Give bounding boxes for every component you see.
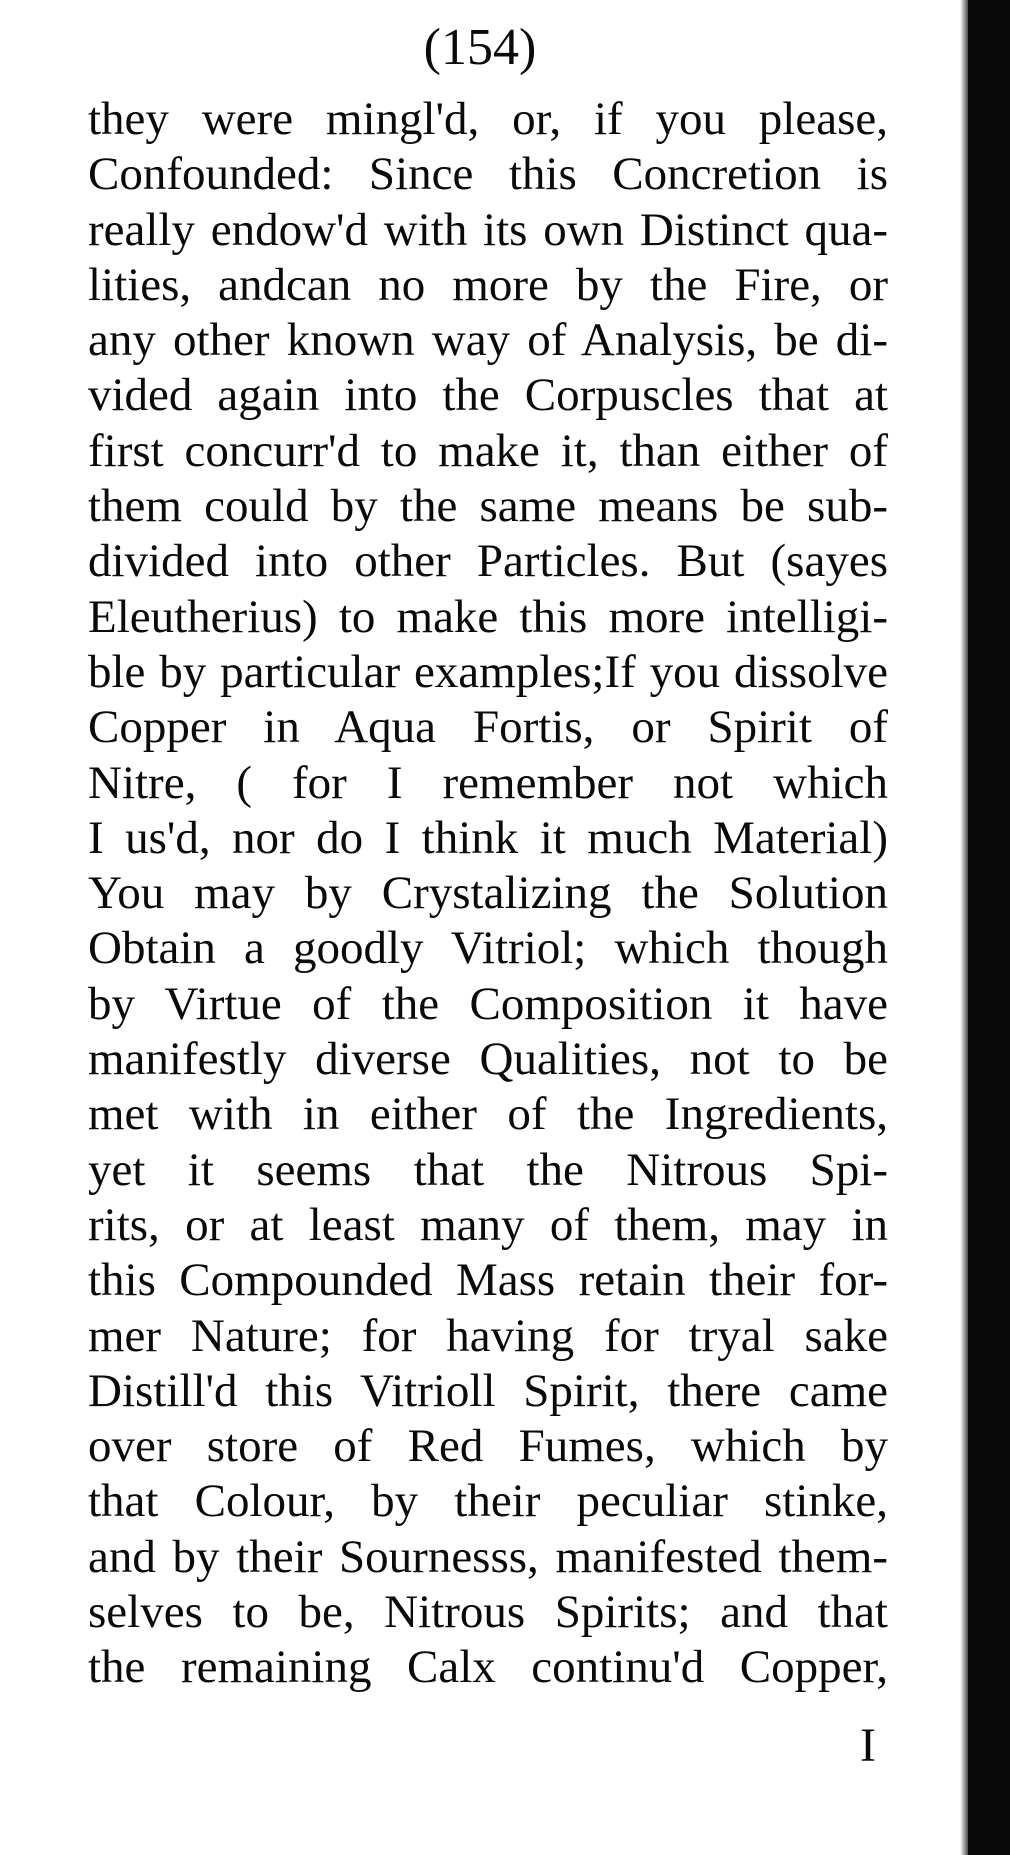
text-line: by Virtue of the Composition it have	[88, 977, 888, 1030]
text-line: Confounded: Since this Concretion is	[88, 148, 888, 201]
text-line: really endow'd with its own Distinct qua-	[88, 203, 888, 256]
text-line: the remaining Calx continu'd Copper,	[88, 1641, 888, 1694]
text-line: lities, andcan no more by the Fire, or	[88, 258, 888, 311]
text-line: any other known way of Analysis, be di-	[88, 314, 888, 367]
text-line: Nitre, ( for I remember not which	[88, 756, 888, 809]
text-line: and by their Sournesss, manifested them-	[88, 1530, 888, 1583]
text-line: You may by Crystalizing the Solution	[88, 867, 888, 920]
text-line: divided into other Particles. But (sayes	[88, 535, 888, 588]
catchword: I	[860, 1719, 876, 1772]
text-line: met with in either of the Ingredients,	[88, 1088, 888, 1141]
text-line: yet it seems that the Nitrous Spi-	[88, 1143, 888, 1196]
text-line: them could by the same means be sub-	[88, 480, 888, 533]
text-line: manifestly diverse Qualities, not to be	[88, 1033, 888, 1086]
text-line: Obtain a goodly Vitriol; which though	[88, 922, 888, 975]
text-line: this Compounded Mass retain their for-	[88, 1254, 888, 1307]
text-line: ble by particular examples;If you dissolve	[88, 645, 888, 698]
body-text	[88, 92, 888, 1696]
text-line: mer Nature; for having for tryal sake	[88, 1309, 888, 1362]
text-line: selves to be, Nitrous Spirits; and that	[88, 1586, 888, 1639]
text-line: Copper in Aqua Fortis, or Spirit of	[88, 701, 888, 754]
text-line: vided again into the Corpuscles that at	[88, 369, 888, 422]
text-line: first concurr'd to make it, than either of	[88, 424, 888, 477]
text-line: they were mingl'd, or, if you please,	[88, 93, 888, 145]
text-line: rits, or at least many of them, may in	[88, 1198, 888, 1251]
text-line: over store of Red Fumes, which by	[88, 1420, 888, 1473]
text-line: that Colour, by their peculiar stinke,	[88, 1475, 888, 1528]
text-line: Eleutherius) to make this more intelligi-	[88, 590, 888, 643]
page-number: (154)	[423, 19, 537, 76]
text-line: Distill'd this Vitrioll Spirit, there came	[88, 1364, 888, 1417]
binding-edge	[968, 0, 1010, 1855]
text-line: I us'd, nor do I think it much Material)	[88, 811, 888, 864]
